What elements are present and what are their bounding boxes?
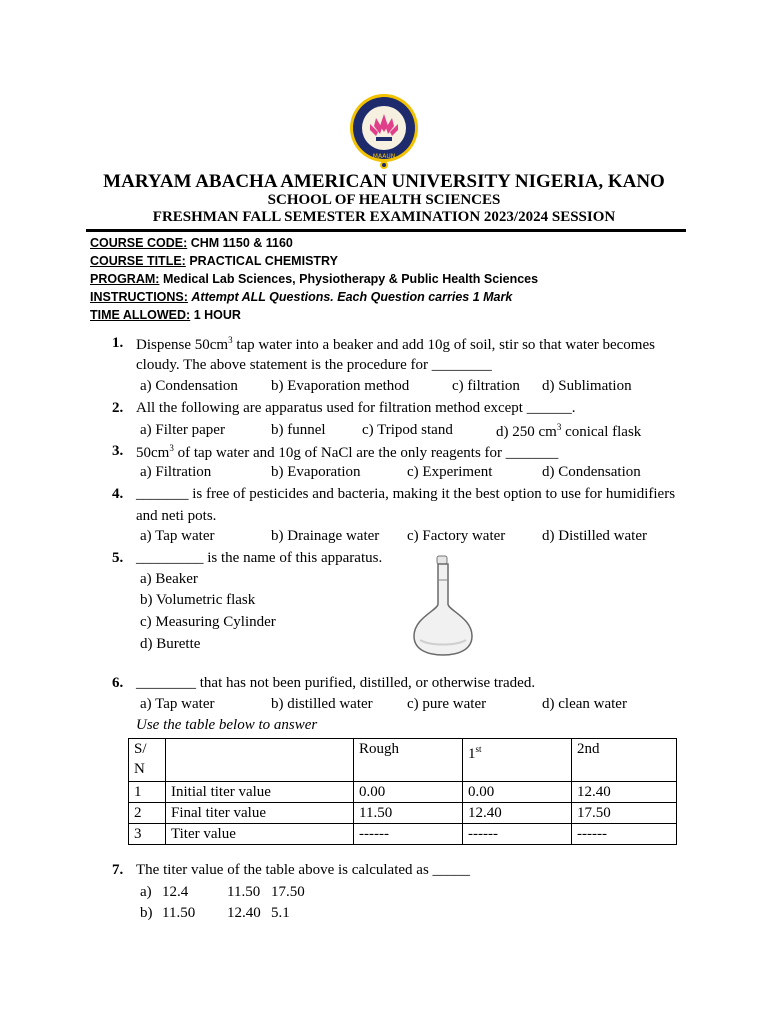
q5-option-d[interactable]: d) Burette [140,636,201,652]
table-cell: 3 [129,824,166,845]
q1-option-d[interactable]: d) Sublimation [542,378,632,394]
q1-number: 1. [112,335,124,351]
q7-number: 7. [112,862,124,878]
course-title: PRACTICAL CHEMISTRY [189,254,338,268]
q3-option-c[interactable]: c) Experiment [407,464,493,480]
titration-table [128,738,677,845]
table-header-row [129,739,677,782]
q5-number: 5. [112,550,124,566]
table-header-second: 2nd [572,739,677,782]
q2-option-c[interactable]: c) Tripod stand [362,422,453,438]
instructions: Attempt ALL Questions. Each Question carries 1 Mark [191,290,513,304]
q3-option-a[interactable]: a) Filtration [140,464,212,480]
table-cell: Final titer value [166,803,354,824]
q3-option-b[interactable]: b) Evaporation [271,464,361,480]
q4-option-b[interactable]: b) Drainage water [271,528,380,544]
time-allowed: 1 HOUR [193,308,241,322]
course-title-label: COURSE TITLE: [90,254,186,268]
q4-option-a[interactable]: a) Tap water [140,528,215,544]
course-code: CHM 1150 & 1160 [190,236,293,250]
q2-text: All the following are apparatus used for filtration method except ______. [136,400,576,416]
q2-number: 2. [112,400,124,416]
q2-option-b[interactable]: b) funnel [271,422,326,438]
table-cell: 12.40 [463,803,572,824]
table-cell: 12.40 [572,782,677,803]
header-divider [86,229,686,232]
instructions-line [90,290,512,304]
q4-number: 4. [112,486,124,502]
q1-option-c[interactable]: c) filtration [452,378,520,394]
university-title: MARYAM ABACHA AMERICAN UNIVERSITY NIGERIA, KANO [103,171,665,192]
q4-option-d[interactable]: d) Distilled water [542,528,647,544]
program-line [90,272,538,286]
university-logo [348,90,420,170]
q6-option-d[interactable]: d) clean water [542,696,627,712]
table-cell: 11.50 [354,803,463,824]
q1-option-a[interactable]: a) Condensation [140,378,238,394]
q5-option-c[interactable]: c) Measuring Cylinder [140,614,276,630]
q5-option-a[interactable]: a) Beaker [140,571,198,587]
program: Medical Lab Sciences, Physiotherapy & Public Health Sciences [162,272,539,286]
q7-text: The titer value of the table above is calculated as _____ [136,862,471,878]
q1-text-line2: cloudy. The above statement is the procedure for ________ [136,357,492,373]
table-header-first: 1st [463,739,572,782]
logo-bottom-text: MAAUN [372,153,396,160]
table-cell: Initial titer value [166,782,354,803]
table-header-sn: S/ N [129,739,166,782]
q3-text: $50cm^3$ of tap water and 10g of NaCl are the only reagents for _______ [136,443,559,461]
table-cell: 2 [129,803,166,824]
q6-option-b[interactable]: b) distilled water [271,696,373,712]
course-code-label: COURSE CODE: [90,236,188,250]
table-cell: 17.50 [572,803,677,824]
table-row [129,803,677,824]
q2-option-d[interactable]: d) 250 $cm^3$ conical flask [496,422,642,440]
table-row [129,824,677,845]
q1-text-line1: Dispense $50cm^3$ tap water into a beaker and add 10g of soil, stir so that water becomes [136,335,655,353]
q5-text: _________ is the name of this apparatus. [136,550,383,566]
q1-option-b[interactable]: b) Evaporation method [271,378,410,394]
time-label: TIME ALLOWED: [90,308,191,322]
program-label: PROGRAM: [90,272,160,286]
course-code-line [90,236,293,250]
time-line [90,308,241,322]
table-cell: ------ [354,824,463,845]
q4-option-c[interactable]: c) Factory water [407,528,506,544]
instructions-label: INSTRUCTIONS: [90,290,188,304]
q6-option-a[interactable]: a) Tap water [140,696,215,712]
q6-text: ________ that has not been purified, distilled, or otherwise traded. [136,675,536,691]
q4-text-line1: _______ is free of pesticides and bacteria, making it the best option to use for humidifiers [136,486,676,502]
table-cell: 1 [129,782,166,803]
university-seal [348,90,420,170]
course-title-line [90,254,338,268]
table-header-rough: Rough [354,739,463,782]
q7-option-a[interactable]: a) 12.4 11.50 17.50 [140,884,305,900]
q6-number: 6. [112,675,124,691]
q7-option-b[interactable]: b) 11.50 12.40 5.1 [140,905,290,921]
q3-option-d[interactable]: d) Condensation [542,464,641,480]
table-row [129,782,677,803]
q3-number: 3. [112,443,124,459]
volumetric-flask-image [410,554,476,658]
table-instruction: Use the table below to answer [136,717,318,733]
school-title: SCHOOL OF HEALTH SCIENCES [267,192,501,208]
exam-title: FRESHMAN FALL SEMESTER EXAMINATION 2023/2024 SESSION [152,209,616,225]
q4-text-line2: and neti pots. [136,508,217,524]
table-cell: ------ [463,824,572,845]
table-header-blank [166,739,354,782]
q6-option-c[interactable]: c) pure water [407,696,487,712]
table-cell: Titer value [166,824,354,845]
q2-option-a[interactable]: a) Filter paper [140,422,225,438]
table-cell: 0.00 [354,782,463,803]
table-cell: 0.00 [463,782,572,803]
q5-option-b[interactable]: b) Volumetric flask [140,592,256,608]
table-cell: ------ [572,824,677,845]
